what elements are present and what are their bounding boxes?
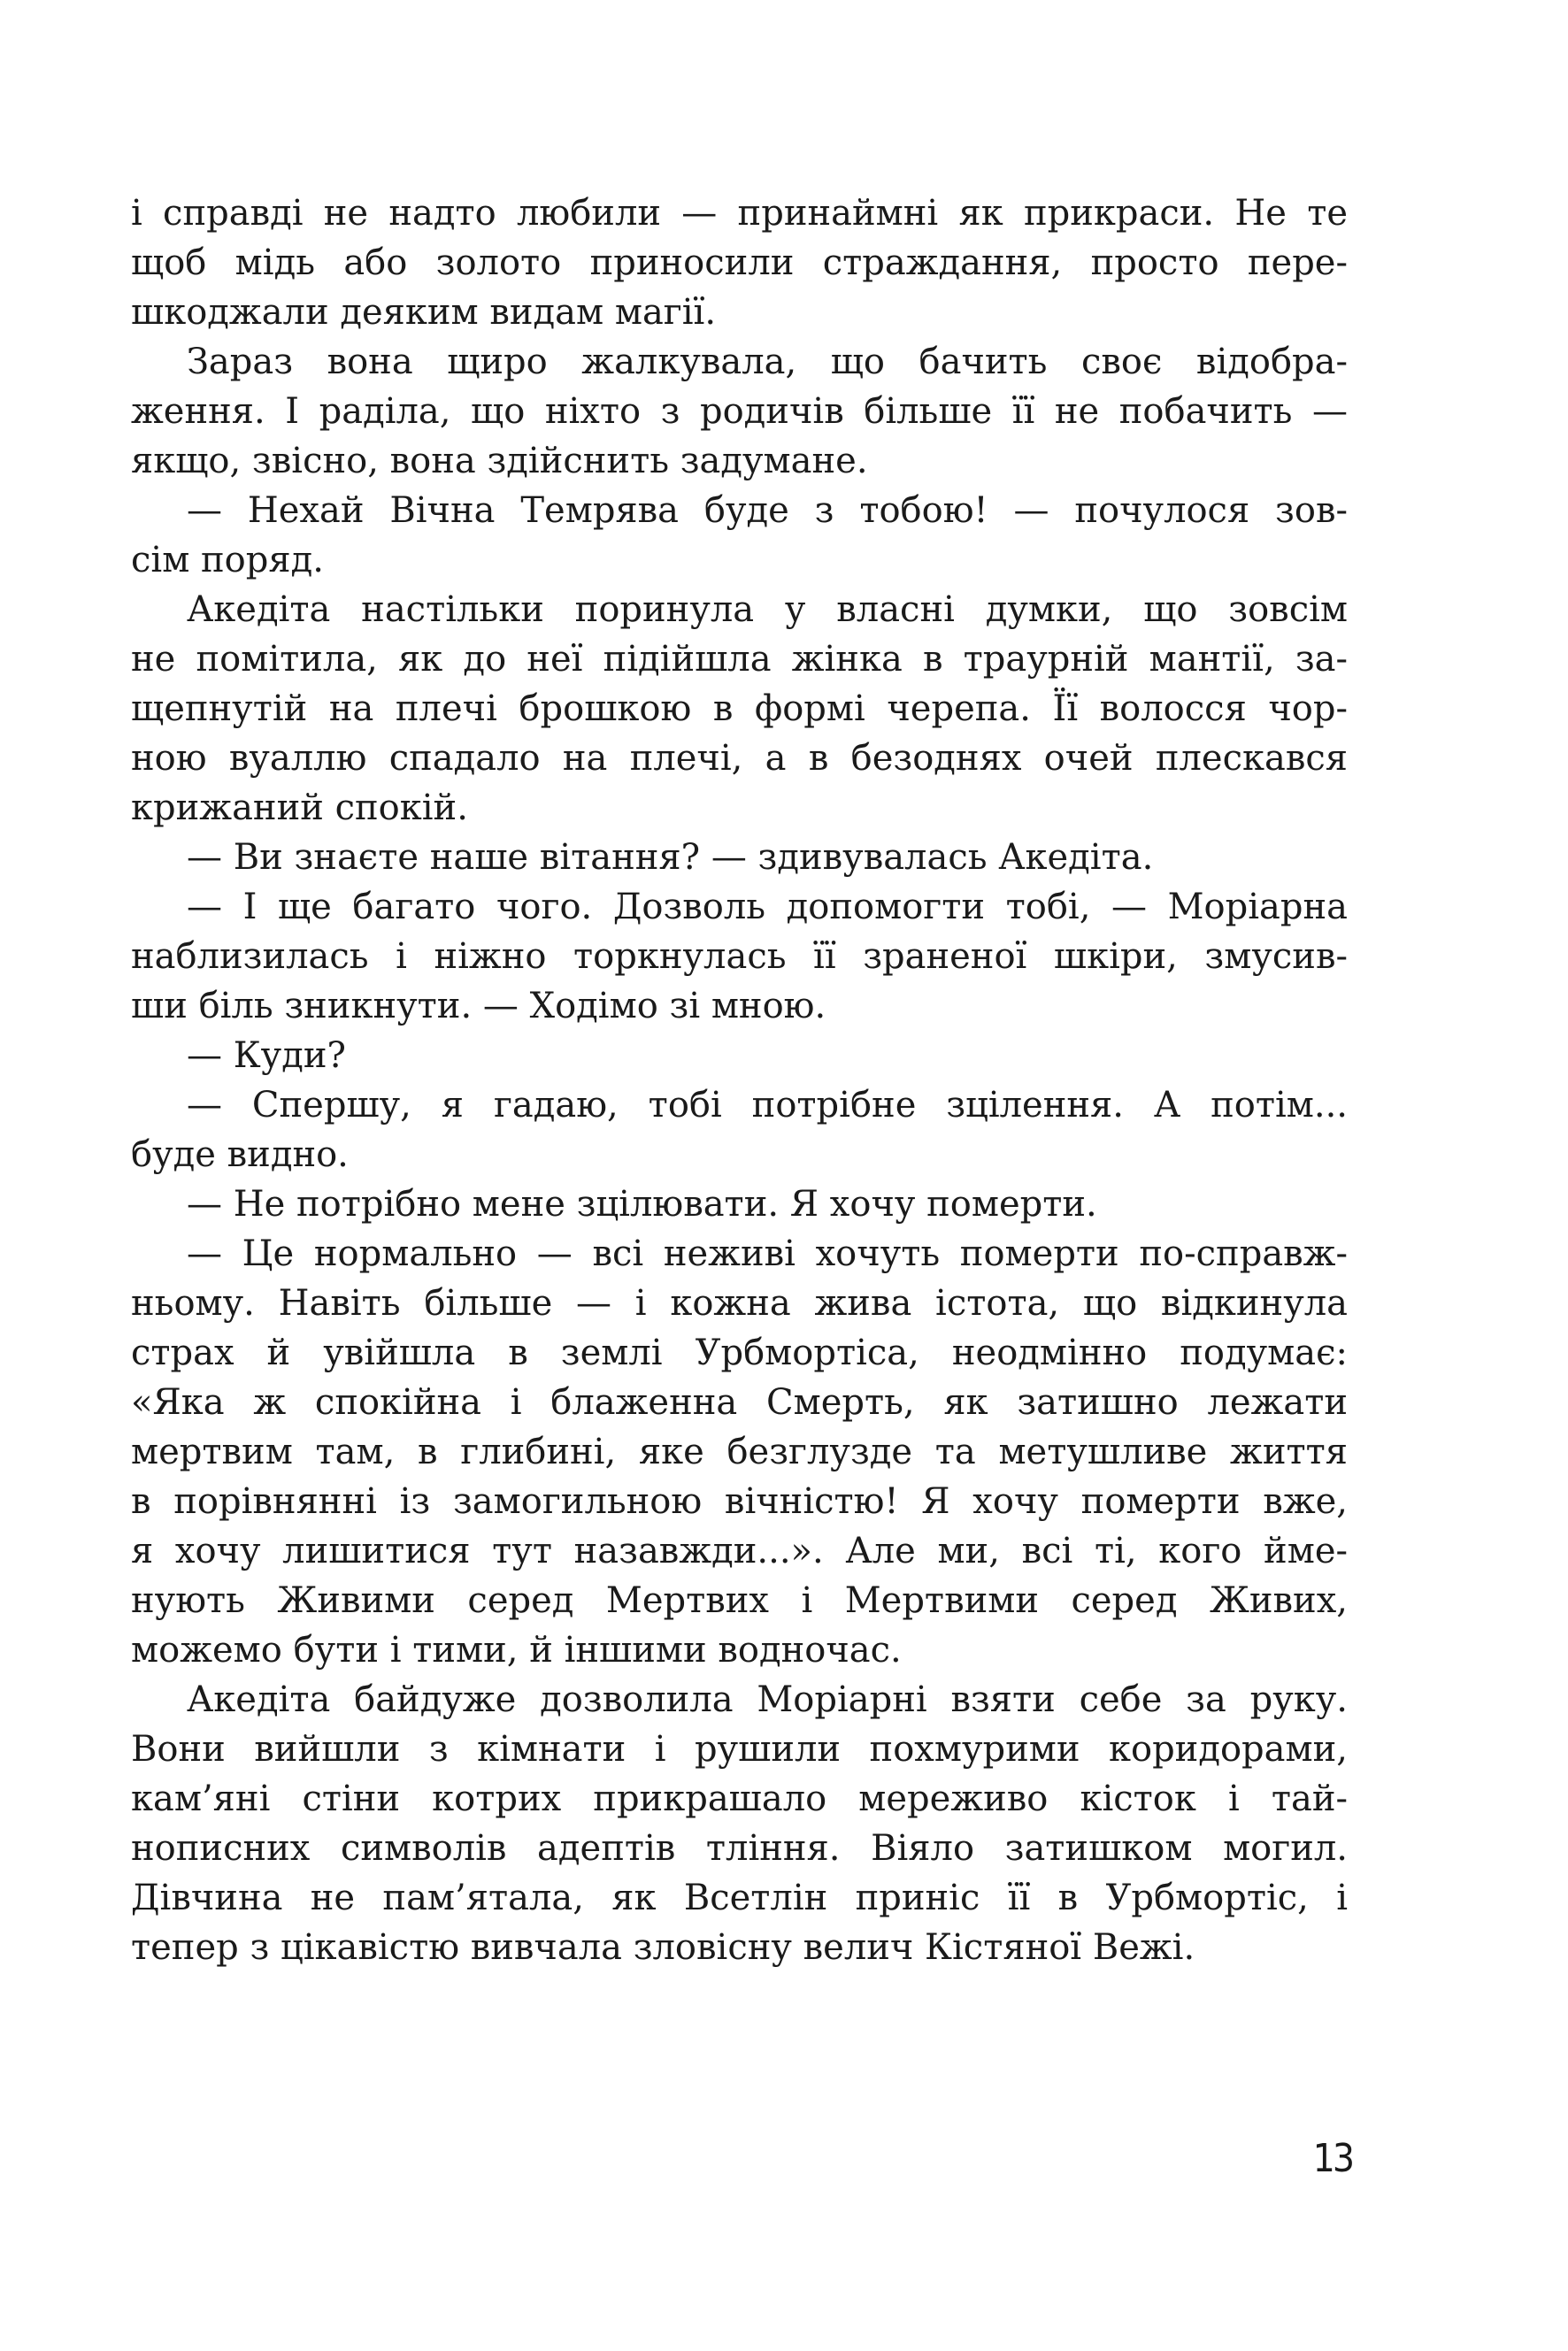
text-line: кам’яні стіни котрих прикрашало мереживо кісток і тай- (131, 1779, 1348, 1819)
text-line: ження. І раділа, що ніхто з родичів більше її не побачить — (131, 391, 1348, 432)
text-line: Акедіта настільки поринула у власні думки, що зовсім (187, 589, 1348, 630)
text-line: страх й увійшла в землі Урбмортіса, неодмінно подумає: (131, 1333, 1348, 1373)
text-line: Зараз вона щиро жалкувала, що бачить своє відобра- (187, 342, 1348, 382)
text-line: в порівнянні із замогильною вічністю! Я хочу померти вже, (131, 1481, 1348, 1522)
text-line: ши біль зникнути. — Ходімо зі мною. (131, 986, 826, 1026)
text-line: можемо бути і тими, й іншими водночас. (131, 1630, 902, 1671)
text-line: тепер з цікавістю вивчала зловісну велич Кістяної Вежі. (131, 1927, 1195, 1968)
text-line: крижаний спокій. (131, 788, 468, 828)
text-line: — Куди? (187, 1035, 346, 1076)
text-line: і справді не надто любили — принаймні як прикраси. Не те (131, 193, 1348, 234)
text-line: Дівчина не пам’ятала, як Всетлін приніс її в Урбмортіс, і (131, 1878, 1348, 1918)
text-line: щоб мідь або золото приносили страждання, просто пере- (131, 242, 1348, 283)
page-number: 13 (1312, 2136, 1352, 2181)
text-line: — І ще багато чого. Дозволь допомогти тобі, — Моріарна (187, 887, 1348, 927)
text-line: ною вуаллю спадало на плечі, а в безоднях очей плескався (131, 738, 1348, 779)
text-line: якщо, звісно, вона здійснить задумане. (131, 441, 868, 481)
text-line: — Ви знаєте наше вітання? — здивувалась Акедіта. (187, 837, 1154, 878)
text-line: шкоджали деяким видам магії. (131, 292, 717, 333)
text-line: наблизилась і ніжно торкнулась її зраненої шкіри, змусив- (131, 936, 1348, 977)
text-line: — Це нормально — всі неживі хочуть померти по-справж- (187, 1233, 1348, 1274)
text-line: мертвим там, в глибині, яке безглузде та метушливе життя (131, 1432, 1348, 1472)
text-line: нують Живими серед Мертвих і Мертвими серед Живих, (131, 1580, 1348, 1621)
text-line: щепнутій на плечі брошкою в формі черепа. Її волосся чор- (131, 688, 1348, 729)
text-line: нописних символів адептів тління. Віяло затишком могил. (131, 1828, 1348, 1869)
text-line: — Спершу, я гадаю, тобі потрібне зцілення. А потім... (187, 1085, 1348, 1126)
text-line: Вони вийшли з кімнати і рушили похмурими коридорами, (131, 1729, 1348, 1770)
text-line: — Нехай Вічна Темрява буде з тобою! — почулося зов- (187, 490, 1348, 531)
body-text (131, 188, 1348, 1972)
text-line: ньому. Навіть більше — і кожна жива істота, що відкинула (131, 1283, 1348, 1324)
text-line: «Яка ж спокійна і блаженна Смерть, як затишно лежати (131, 1382, 1348, 1423)
text-line: — Не потрібно мене зцілювати. Я хочу померти. (187, 1184, 1097, 1225)
text-line: я хочу лишитися тут назавжди...». Але ми, всі ті, кого йме- (131, 1531, 1348, 1571)
text-line: не помітила, як до неї підійшла жінка в траурній мантії, за- (131, 639, 1348, 680)
text-line: сім поряд. (131, 540, 324, 580)
text-line: буде видно. (131, 1134, 349, 1175)
text-line: Акедіта байдуже дозволила Моріарні взяти себе за руку. (187, 1679, 1348, 1720)
